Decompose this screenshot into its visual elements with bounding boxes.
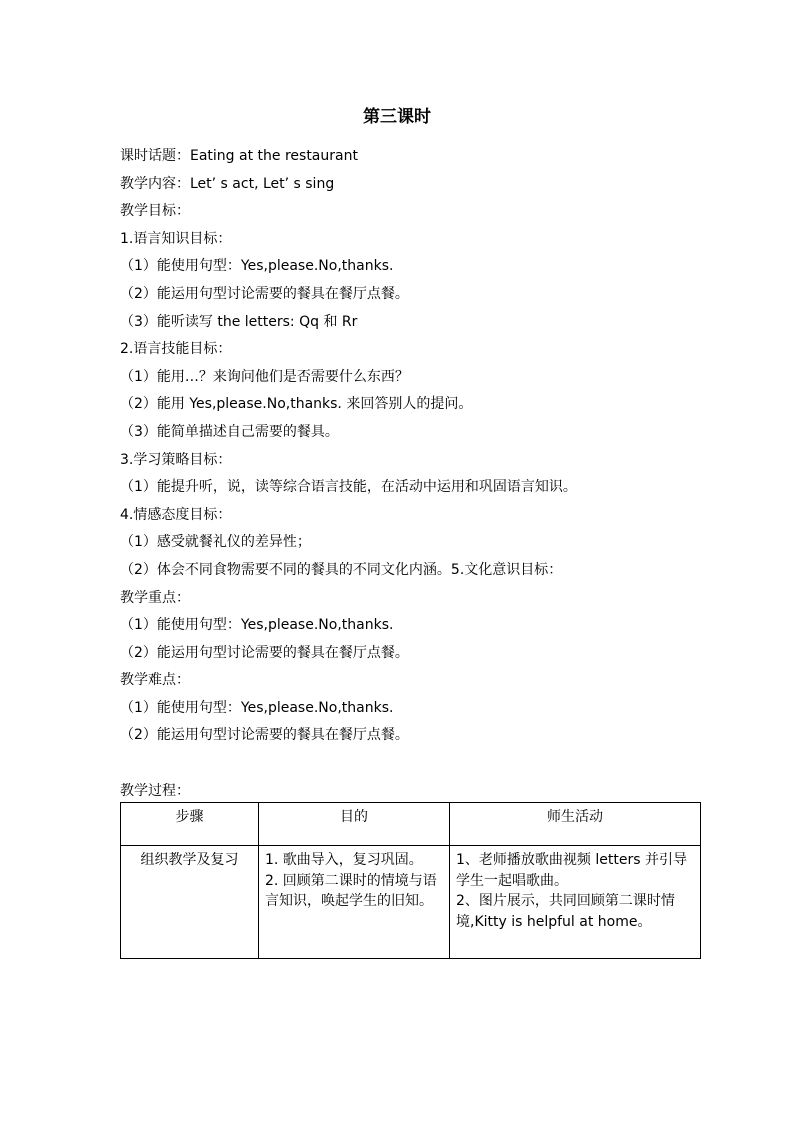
lesson-body	[120, 143, 720, 750]
difficult-point-2: （2）能运用句型讨论需要的餐具在餐厅点餐。	[120, 727, 409, 744]
knowledge-objective-2: （2）能运用句型讨论需要的餐具在餐厅点餐。	[120, 285, 409, 302]
knowledge-objective-3: （3）能听读写 the letters: Qq 和 Rr	[120, 313, 358, 330]
key-points-heading: 教学重点：	[120, 589, 190, 606]
table-header-row	[121, 803, 701, 846]
cell-step: 组织教学及复习	[121, 846, 259, 959]
content-line: 教学内容：Let’ s act, Let’ s sing	[120, 175, 335, 192]
cell-purpose: 1. 歌曲导入，复习巩固。 2. 回顾第二课时的情境与语言知识，唤起学生的旧知。	[259, 846, 450, 959]
difficult-points-heading: 教学难点：	[120, 672, 190, 689]
knowledge-objective-1: （1）能使用句型：Yes,please.No,thanks.	[120, 258, 394, 275]
table-row	[121, 846, 701, 959]
strategy-objectives-heading: 3.学习策略目标：	[120, 451, 232, 468]
header-purpose: 目的	[259, 803, 450, 846]
teaching-process-table	[120, 802, 701, 959]
skill-objective-1: （1）能用…？来询问他们是否需要什么东西？	[120, 368, 409, 385]
header-activity: 师生活动	[450, 803, 701, 846]
knowledge-objectives-heading: 1.语言知识目标：	[120, 230, 232, 247]
lesson-title: 第三课时	[363, 107, 431, 127]
key-point-2: （2）能运用句型讨论需要的餐具在餐厅点餐。	[120, 644, 409, 661]
attitude-objectives-heading: 4.情感态度目标：	[120, 506, 232, 523]
attitude-objective-1: （1）感受就餐礼仪的差异性；	[120, 534, 311, 551]
process-heading: 教学过程：	[120, 783, 190, 799]
objectives-heading: 教学目标：	[120, 203, 190, 220]
skill-objective-2: （2）能用 Yes,please.No,thanks. 来回答别人的提问。	[120, 396, 473, 413]
skill-objectives-heading: 2.语言技能目标：	[120, 341, 232, 358]
difficult-point-1: （1）能使用句型：Yes,please.No,thanks.	[120, 699, 394, 716]
header-step: 步骤	[121, 803, 259, 846]
key-point-1: （1）能使用句型：Yes,please.No,thanks.	[120, 617, 394, 634]
attitude-objective-2: （2）体会不同食物需要不同的餐具的不同文化内涵。5.文化意识目标：	[120, 561, 563, 578]
cell-activity: 1、老师播放歌曲视频 letters 并引导学生一起唱歌曲。 2、图片展示，共同回顾第二课时情境,Kitty is helpful at home。	[450, 846, 701, 959]
strategy-objective-1: （1）能提升听，说，读等综合语言技能，在活动中运用和巩固语言知识。	[120, 479, 577, 496]
skill-objective-3: （3）能简单描述自己需要的餐具。	[120, 423, 339, 440]
topic-line: 课时话题：Eating at the restaurant	[120, 148, 358, 164]
